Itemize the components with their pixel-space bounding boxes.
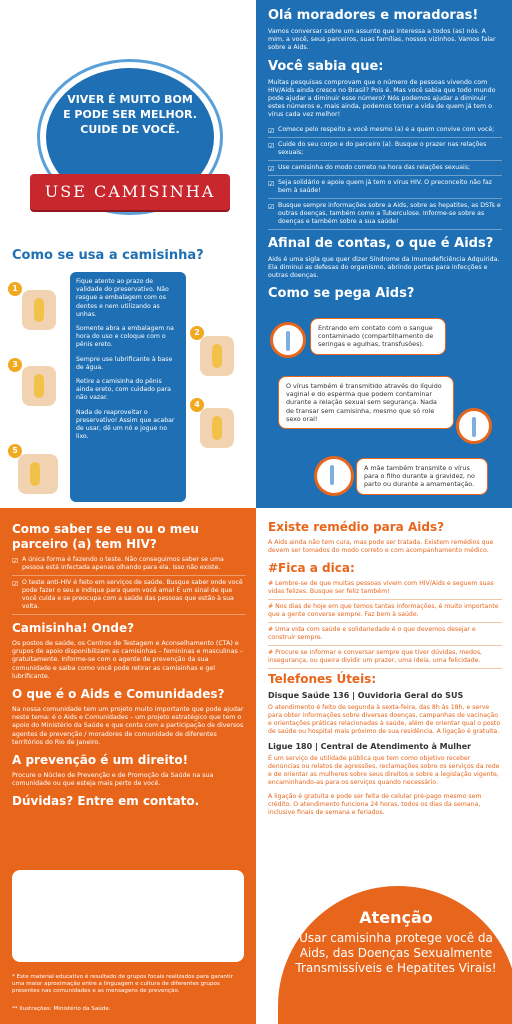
- checklist-item: [268, 202, 502, 230]
- step-3-illustration: [22, 366, 56, 406]
- checklist-item: [12, 579, 246, 615]
- tip-item: # Uma vida com saúde e solidariedade é o que devemos desejar e construir sempre.: [268, 626, 502, 646]
- tip-item: # Nos dias de hoje em que temos tantas informações, é muito importante que a gente converse sempre. Faz bem à saúde.: [268, 603, 502, 623]
- tip-item: # Procure se informar e conversar sempre que tiver dúvidas, medos, insegurança, ou queira dividir um prazer, uma ideia, uma felicidade.: [268, 649, 502, 669]
- panel-treatment-and-contacts: [256, 508, 512, 1024]
- ligue-180-free-text: A ligação é gratuita e pode ser feita de celular pré-pago mesmo sem crédito. O atendimento funciona 24 horas, todos os dias da semana, inclusive finais de semana e feriados.: [268, 793, 482, 816]
- checklist-item: [268, 141, 502, 161]
- care-checklist: [268, 126, 502, 230]
- what-is-aids-text: Aids é uma sigla que quer dizer Síndrome da Imunodeficiência Adquirida. Ela diminui as defesas do organismo, abrindo portas para infecções e outras doenças.: [268, 255, 500, 280]
- transmission-card-sexual: O vírus também é transmitido através do líquido vaginal e do esperma que podem contaminar durante a relação sexual sem segurança. Nada de transar sem camisinha, mesmo que só role sexo oral!: [278, 376, 454, 429]
- checklist-item: [12, 556, 246, 576]
- checkbox-icon: ☑: [268, 164, 275, 173]
- step-3-text: Sempre use lubrificante à base de água.: [76, 355, 173, 371]
- steps-panel: [70, 272, 186, 502]
- step-2-illustration: [200, 336, 234, 376]
- greeting-title: Olá moradores e moradoras!: [268, 8, 479, 23]
- greeting-text: Vamos conversar sobre um assunto que interessa a todos (as) nós. A mim, a você, seus parceiros, suas famílias, nossos vizinhos. Vamos falar sobre a Aids.: [268, 28, 496, 52]
- step-3-number: 3: [8, 358, 22, 372]
- step-1-illustration: [22, 290, 56, 330]
- disque-saude-text: O atendimento é feito de segunda à sexta-feira, das 8h às 18h, e serve para obter informações sobre diversas doenças, campanhas de vacinação e orientações práticas relacionadas à saúde, além de orientar qual o posto de saúde ou hospital mais próximo de sua residência. A ligação é gratuita.: [268, 704, 501, 735]
- step-5-illustration: [18, 454, 58, 494]
- prevention-right-text: Procure o Núcleo de Prevenção e de Promoção da Saúde na sua comunidade ou que esteja mais perto de você.: [12, 772, 214, 788]
- step-5-number: 5: [8, 444, 22, 458]
- attention-text: Usar camisinha protege você da Aids, das Doenças Sexualmente Transmissíveis e Hepatites Virais!: [295, 931, 497, 975]
- tips-title: #Fica a dica:: [268, 561, 355, 575]
- sperm-icon: [456, 408, 492, 444]
- checklist-item: [268, 164, 502, 176]
- pregnant-woman-icon: [314, 456, 354, 496]
- badge-text: [60, 92, 200, 137]
- step-4-number: 4: [190, 398, 204, 412]
- ligue-180-text: É um serviço de utilidade pública que tem como objetivo receber denúncias ou relatos de agressões, reclamações sobre os serviços da rede e de orientar as mulheres sobre seus direitos e sobre a legislação vigente, encaminhando-as para os serviços quando necessário.: [268, 755, 500, 786]
- badge-line-2: E PODE SER MELHOR.: [63, 108, 197, 121]
- footnote-illustrations: ** Ilustrações: Ministério da Saúde.: [12, 1006, 111, 1012]
- checklist-item-text: Use camisinha do modo correto na hora das relações sexuais;: [278, 163, 471, 171]
- checkbox-icon: ☑: [268, 202, 275, 211]
- footnote-material: * Este material educativo é resultado de grupos focais realizados para garantir uma maior aproximação entre a linguagem e cultura de diferentes grupos presentes nas comunidades e as mensagens de prevenção.: [12, 974, 234, 994]
- aids-communities-title: O que é o Aids e Comunidades?: [12, 687, 225, 702]
- step-1-text: Fique atento ao prazo de validade do preservativo. Não rasgue a embalagem com os dentes e nem utilizando as unhas.: [76, 278, 169, 318]
- syringe-icon: [270, 322, 306, 358]
- attention-title: Atenção: [359, 908, 433, 927]
- contact-box: [12, 870, 244, 962]
- badge-line-3: CUIDE DE VOCÊ.: [80, 123, 180, 136]
- ligue-180-title: Ligue 180 | Central de Atendimento à Mulher: [268, 742, 472, 751]
- step-5-text: Nada de reaproveitar o preservativo! Assim que acabar de usar, dê um nó e jogue no lixo.: [76, 408, 175, 441]
- checklist-item: [268, 126, 502, 138]
- step-2-text: Somente abra a embalagem na hora do uso e coloque com o pênis ereto.: [76, 325, 174, 349]
- step-4-text: Retire a camisinha do pênis ainda ereto, com cuidado para não vazar.: [76, 378, 171, 402]
- checklist-item-text: Comece pelo respeito a você mesmo (a) e a quem convive com você;: [278, 125, 495, 133]
- where-condom-title: Camisinha! Onde?: [12, 621, 135, 635]
- useful-phones-title: Telefones Úteis:: [268, 672, 377, 686]
- prevention-right-title: A prevenção é um direito!: [12, 753, 189, 768]
- checkbox-icon: ☑: [12, 580, 19, 588]
- transmission-title: Como se pega Aids?: [268, 286, 415, 302]
- attention-box: [278, 886, 512, 1024]
- use-condom-ribbon: USE CAMISINHA: [30, 174, 230, 210]
- checkbox-icon: ☑: [268, 126, 275, 135]
- where-condom-text: Os postos de saúde, os Centros de Testagem e Aconselhamento (CTA) e grupos de apoio disponibilizam as camisinhas – femininas e masculinas – gratuitamente. Informe-se com o agente de prevenção da sua comunidade e saiba como você pode retirar as camisinhas e gel lubrificante.: [12, 640, 243, 680]
- partner-test-list: [12, 556, 246, 615]
- checklist-item-text: O teste anti-HIV é feito em serviços de saúde. Busque saber onde você pode fazer o seu e indique para quem você ama! É um sinal de que você cuida e se preocupa com a saúde das pessoas que estão à sua volta.: [22, 579, 243, 610]
- aids-communities-text: Na nossa comunidade tem um projeto muito importante que pode ajudar neste tema: é o Aids e Comunidades – um projeto estratégico que tem o apoio do Ministério da Saúde e que conta com a participação de diversos agentes de prevenção / moradores de comunidade de diferentes territórios do Rio de Janeiro.: [12, 706, 244, 746]
- transmission-card-mother: A mãe também transmite o vírus para o filho durante a gravidez, no parto ou durante a amamentação.: [356, 458, 488, 495]
- panel-how-to-use: [0, 0, 256, 508]
- disque-saude-title: Disque Saúde 136 | Ouvidoria Geral do SUS: [268, 691, 464, 700]
- cure-text: A Aids ainda não tem cura, mas pode ser tratada. Existem remédios que devem ser tomados do modo correto e com acompanhamento médico.: [268, 539, 494, 554]
- panel-testing-and-prevention: [0, 508, 256, 1024]
- checklist-item-text: A única forma é fazendo o teste. Não conseguimos saber se uma pessoa está infectada apenas olhando para ela. Isso não existe.: [22, 556, 224, 571]
- how-to-use-title: Como se usa a camisinha?: [12, 248, 204, 263]
- cure-title: Existe remédio para Aids?: [268, 520, 445, 534]
- checklist-item-text: Busque sempre informações sobre a Aids, sobre as hepatites, as DSTs e outras doenças, também como a Tuberculose. Informe-se sobre as doenças e também sobre a sua saúde!: [278, 201, 501, 225]
- partner-test-title: Como saber se eu ou o meu parceiro (a) tem HIV?: [12, 522, 199, 551]
- step-1-number: 1: [8, 282, 22, 296]
- tip-item: # Lembre-se de que muitas pessoas vivem com HIV/Aids e seguem suas vidas felizes. Busque ser feliz também!: [268, 580, 502, 600]
- transmission-card-blood: Entrando em contato com o sangue contaminado (compartilhamento de seringas e agulhas, transfusões).: [310, 318, 446, 355]
- contact-title: Dúvidas? Entre em contato.: [12, 794, 200, 809]
- checklist-item-text: Cuide do seu corpo e do parceiro (a). Busque o prazer nas relações sexuais;: [278, 140, 487, 156]
- did-you-know-text: Muitas pesquisas comprovam que o número de pessoas vivendo com HIV/Aids ainda cresce no Brasil? Pois é. Mas você sabia que todo mundo pode ajudar a diminuir esse número? Nós podemos ajudar a diminuir estes números e, mais ainda, podemos tornar a vida de quem já tem o vírus cada vez melhor!: [268, 78, 496, 119]
- what-is-aids-title: Afinal de contas, o que é Aids?: [268, 235, 494, 251]
- tips-list: [268, 580, 502, 669]
- did-you-know-title: Você sabia que:: [268, 58, 384, 74]
- step-4-illustration: [200, 408, 234, 448]
- step-2-number: 2: [190, 326, 204, 340]
- panel-about-aids: [256, 0, 512, 508]
- checkbox-icon: ☑: [268, 141, 275, 150]
- checkbox-icon: ☑: [268, 179, 275, 188]
- slogan-badge: [30, 62, 230, 230]
- checklist-item-text: Seja solidário e apoie quem já tem o vírus HIV. O preconceito não faz bem à saúde!: [278, 178, 493, 194]
- badge-line-1: VIVER É MUITO BOM: [67, 93, 193, 106]
- checkbox-icon: ☑: [12, 557, 19, 565]
- checklist-item: [268, 179, 502, 199]
